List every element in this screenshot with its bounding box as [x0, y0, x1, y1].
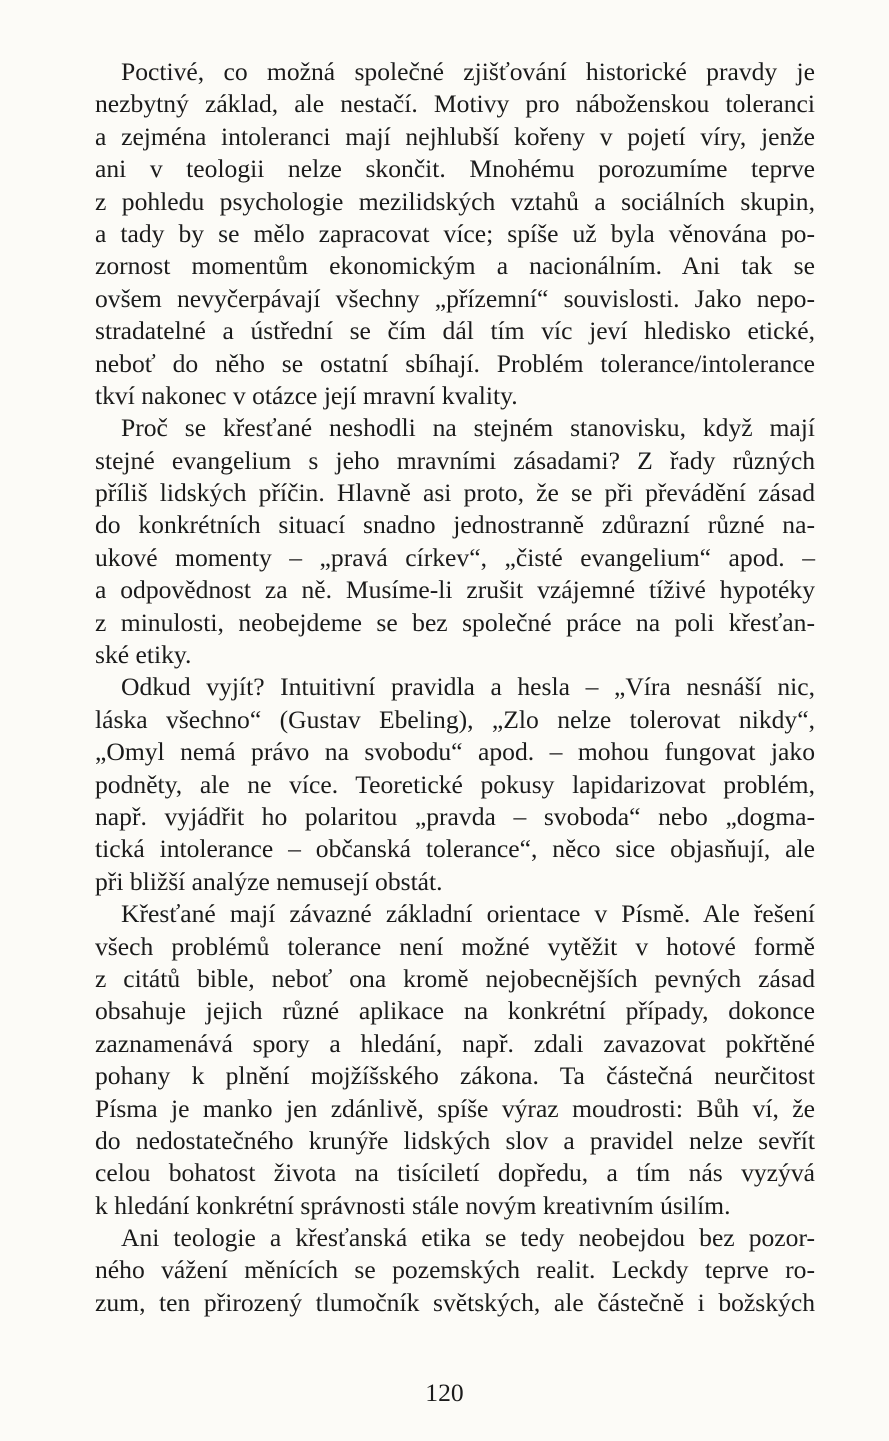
text-line: a odpovědnost za ně. Musíme-li zrušit vzájemné tíživé hypotéky — [95, 575, 815, 605]
text-line: Ani teologie a křesťanská etika se tedy neobejdou bez pozor- — [121, 1223, 815, 1253]
text-line: Písma je manko jen zdánlivě, spíše výraz moudrosti: Bůh ví, že — [95, 1093, 815, 1123]
text-line: zaznamenává spory a hledání, např. zdali zavazovat pokřtěné — [95, 1028, 815, 1058]
text-line: zum, ten přirozený tlumočník světských, ale částečně i božských — [95, 1287, 815, 1317]
body-text — [95, 56, 815, 1319]
text-line: všech problémů tolerance není možné vytěžit v hotové formě — [95, 931, 815, 961]
text-line: Křesťané mají závazné základní orientace v Písmě. Ale řešení — [121, 899, 815, 929]
text-line: k hledání konkrétní správnosti stále novým kreativním úsilím. — [95, 1190, 731, 1220]
page-number: 120 — [425, 1378, 464, 1407]
text-line: Odkud vyjít? Intuitivní pravidla a hesla – „Víra nesnáší nic, — [121, 672, 815, 702]
text-line: stejné evangelium s jeho mravními zásadami? Z řady různých — [95, 445, 815, 475]
text-line: ukové momenty – „pravá církev“, „čisté evangelium“ apod. – — [95, 542, 815, 572]
text-line: Proč se křesťané neshodli na stejném stanovisku, když mají — [121, 413, 815, 443]
text-line: do konkrétních situací snadno jednostranně zdůrazní různé na- — [95, 510, 815, 540]
text-line: z minulosti, neobejdeme se bez společné práce na poli křesťan- — [95, 607, 815, 637]
text-line: ani v teologii nelze skončit. Mnohému porozumíme teprve — [95, 154, 815, 184]
paragraph — [95, 1222, 815, 1319]
text-line: ské etiky. — [95, 640, 192, 670]
paragraph — [95, 898, 815, 1222]
paragraph — [95, 671, 815, 898]
text-line: podněty, ale ne více. Teoretické pokusy lapidarizovat problém, — [95, 769, 815, 799]
paragraph — [95, 412, 815, 671]
text-line: Poctivé, co možná společné zjišťování historické pravdy je — [121, 57, 815, 86]
text-line: celou bohatost života na tisíciletí dopředu, a tím nás vyzývá — [95, 1158, 815, 1188]
text-line: a zejména intoleranci mají nejhlubší kořeny v pojetí víry, jenže — [95, 121, 815, 151]
text-line: pohany k plnění mojžíšského zákona. Ta částečná neurčitost — [95, 1061, 815, 1091]
text-line: zornost momentům ekonomickým a nacionálním. Ani tak se — [95, 251, 815, 281]
text-line: při bližší analýze nemusejí obstát. — [95, 866, 443, 896]
text-line: např. vyjádřit ho polaritou „pravda – svoboda“ nebo „dogma- — [95, 801, 815, 831]
text-line: z pohledu psychologie mezilidských vztahů a sociálních skupin, — [95, 186, 815, 216]
text-line: tická intolerance – občanská tolerance“, něco sice objasňují, ale — [95, 834, 815, 864]
text-line: láska všechno“ (Gustav Ebeling), „Zlo nelze tolerovat nikdy“, — [95, 704, 815, 734]
text-line: nezbytný základ, ale nestačí. Motivy pro náboženskou toleranci — [95, 89, 815, 119]
text-line: z citátů bible, neboť ona kromě nejobecnějších pevných zásad — [95, 963, 815, 993]
text-line: ovšem nevyčerpávají všechny „přízemní“ souvislosti. Jako nepo- — [95, 283, 815, 313]
text-line: tkví nakonec v otázce její mravní kvality. — [95, 380, 518, 410]
text-line: ného vážení měnících se pozemských realit. Leckdy teprve ro- — [95, 1255, 815, 1285]
paragraph — [95, 56, 815, 412]
text-line: příliš lidských příčin. Hlavně asi proto, že se při převádění zásad — [95, 478, 815, 508]
text-line: do nedostatečného krunýře lidských slov a pravidel nelze sevřít — [95, 1125, 815, 1155]
text-line: a tady by se mělo zapracovat více; spíše už byla věnována po- — [95, 218, 815, 248]
text-line: „Omyl nemá právo na svobodu“ apod. – mohou fungovat jako — [95, 737, 815, 767]
text-line: obsahuje jejich různé aplikace na konkrétní případy, dokonce — [95, 996, 815, 1026]
text-line: stradatelné a ústřední se čím dál tím víc jeví hledisko etické, — [95, 316, 815, 346]
text-line: neboť do něho se ostatní sbíhají. Problém tolerance/intolerance — [95, 348, 815, 378]
